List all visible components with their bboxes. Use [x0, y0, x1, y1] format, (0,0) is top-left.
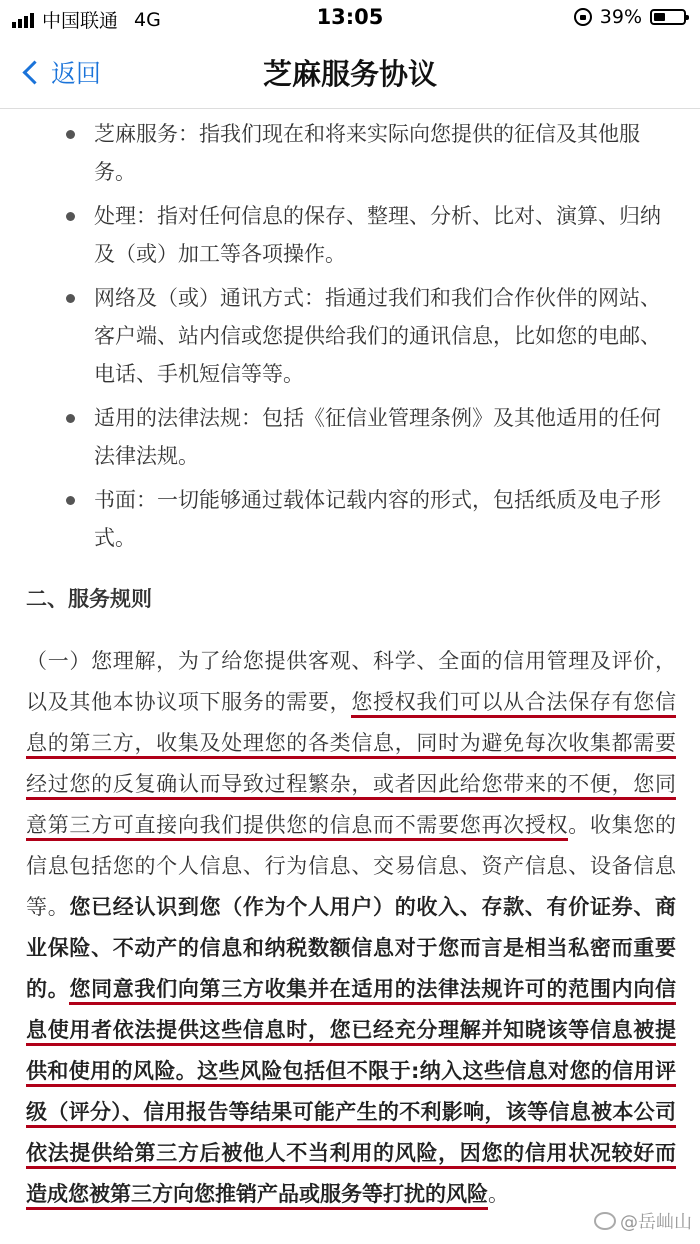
- network-label: 4G: [134, 8, 161, 31]
- list-item: [94, 481, 674, 557]
- definition-text: 适用的法律法规：包括《征信业管理条例》及其他适用的任何法律法规。: [94, 406, 661, 468]
- back-label: 返回: [51, 59, 102, 88]
- battery-icon: [650, 9, 686, 25]
- bullet-icon: [66, 212, 75, 221]
- list-item: [94, 197, 674, 273]
- bullet-icon: [66, 294, 75, 303]
- orientation-lock-icon: [574, 8, 592, 26]
- section-heading: 二、服务规则: [26, 587, 152, 611]
- list-item: [94, 115, 674, 191]
- list-item: [94, 279, 674, 393]
- carrier-label: 中国联通: [42, 10, 119, 32]
- battery-fill: [654, 13, 665, 21]
- bullet-icon: [66, 130, 75, 139]
- weibo-icon: [594, 1212, 616, 1230]
- status-time: 13:05: [316, 5, 384, 29]
- service-rules-paragraph: [26, 641, 676, 1215]
- watermark-text: @岳屾山: [620, 1212, 692, 1233]
- nav-bar: [0, 36, 700, 109]
- page-title: 芝麻服务协议: [262, 57, 437, 91]
- definition-text: 处理：指对任何信息的保存、整理、分析、比对、演算、归纳及（或）加工等各项操作。: [94, 204, 661, 266]
- definition-text: 芝麻服务：指我们现在和将来实际向您提供的征信及其他服务。: [94, 122, 640, 184]
- bold-clause: 您已经认识到您（作为个人用户）的收入、存款、有价证券、商业保险、不动产的信息和纳税数额信息对于您而言是相当私密而重要的。: [26, 895, 677, 1001]
- bullet-icon: [66, 414, 75, 423]
- bold-underlined-clause: 您同意我们向第三方收集并在适用的法律法规许可的范围内向信息使用者依法提供这些信息时，您已经充分理解并知晓该等信息被提供和使用的风险。这些风险包括但不限于:纳入这些信息对您的信用评级（评分）、信用报告等结果可能产生的不利影响，该等信息被本公司依法提供给第三方后被他人不当利用的风险，因您的信用状况较好而造成您被第三方向您推销产品或服务等打扰的风险: [26, 977, 676, 1210]
- paragraph-text: （一）您理解，为了给您提供客观、科学、全面的信用管理及评价，以及其他本协议项下服务的需要，: [26, 649, 676, 714]
- paragraph-text: 。收集您的信息包括您的个人信息、行为信息、交易信息、资产信息、设备信息等。: [26, 813, 677, 919]
- battery-percent: 39%: [599, 6, 642, 28]
- bullet-icon: [66, 496, 75, 505]
- definition-text: 书面：一切能够通过载体记载内容的形式，包括纸质及电子形式。: [94, 488, 661, 550]
- definition-text: 网络及（或）通讯方式：指通过我们和我们合作伙伴的网站、客户端、站内信或您提供给我们的通讯信息，比如您的电邮、电话、手机短信等等。: [94, 286, 661, 386]
- watermark: [594, 1208, 692, 1234]
- underlined-clause: 您授权我们可以从合法保存有您信息的第三方，收集及处理您的各类信息，同时为避免每次收集都需要经过您的反复确认而导致过程繁杂，或者因此给您带来的不便，您同意第三方可直接向我们提供您的信息而不需要您再次授权: [26, 690, 676, 841]
- status-bar: [0, 0, 700, 36]
- status-right: [574, 6, 686, 28]
- paragraph-text: 。: [488, 1182, 509, 1206]
- list-item: [94, 399, 674, 475]
